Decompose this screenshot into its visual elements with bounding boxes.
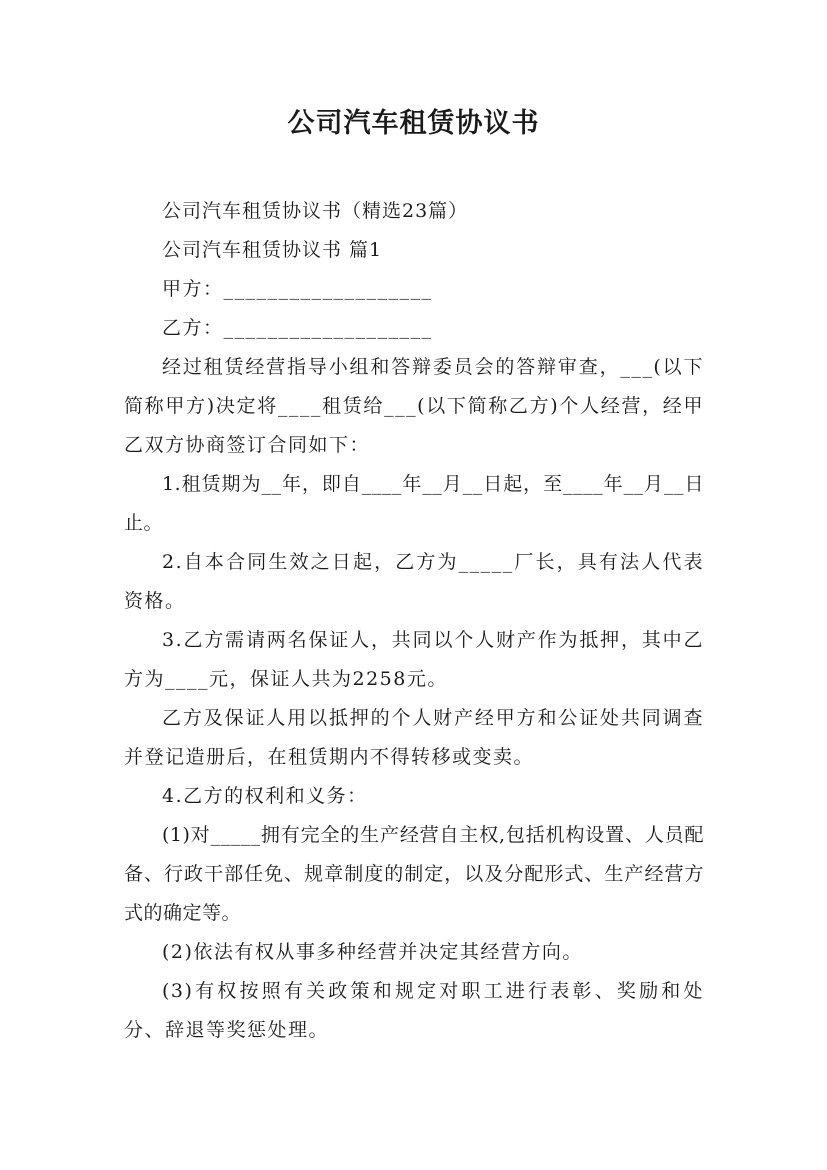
paragraph-clause-4-item-1: (1)对_____拥有完全的生产经营自主权,包括机构设置、人员配备、行政干部任免、规章制度的制定，以及分配形式、生产经营方式的确定等。	[124, 824, 704, 924]
paragraph-clause-2: 2.自本合同生效之日起，乙方为_____厂长，具有法人代表资格。	[124, 551, 704, 612]
paragraph-clause-4-item-3: (3)有权按照有关政策和规定对职工进行表彰、奖励和处分、辞退等奖惩处理。	[124, 980, 704, 1041]
paragraph-party-b: 乙方：___________________	[162, 317, 433, 339]
paragraph-clause-3-collateral: 乙方及保证人用以抵押的个人财产经甲方和公证处共同调查并登记造册后，在租赁期内不得转移或变卖。	[124, 707, 704, 768]
paragraph-article-heading: 公司汽车租赁协议书 篇1	[162, 239, 383, 261]
document-title: 公司汽车租赁协议书	[287, 108, 540, 139]
document-body	[124, 192, 704, 1050]
paragraph-party-a: 甲方：___________________	[162, 278, 433, 300]
paragraph-preamble: 经过租赁经营指导小组和答辩委员会的答辩审查，___(以下简称甲方)决定将____租赁给___(以下简称乙方)个人经营，经甲乙双方协商签订合同如下：	[124, 356, 704, 456]
paragraph-clause-3: 3.乙方需请两名保证人，共同以个人财产作为抵押，其中乙方为____元，保证人共为2258元。	[124, 629, 704, 690]
paragraph-collection-heading: 公司汽车租赁协议书（精选23篇）	[162, 200, 469, 222]
paragraph-clause-4-heading: 4.乙方的权利和义务：	[162, 785, 368, 807]
paragraph-clause-1: 1.租赁期为__年，即自____年__月__日起，至____年__月__日止。	[124, 473, 704, 534]
paragraph-clause-4-item-2: (2)依法有权从事多种经营并决定其经营方向。	[162, 941, 583, 963]
